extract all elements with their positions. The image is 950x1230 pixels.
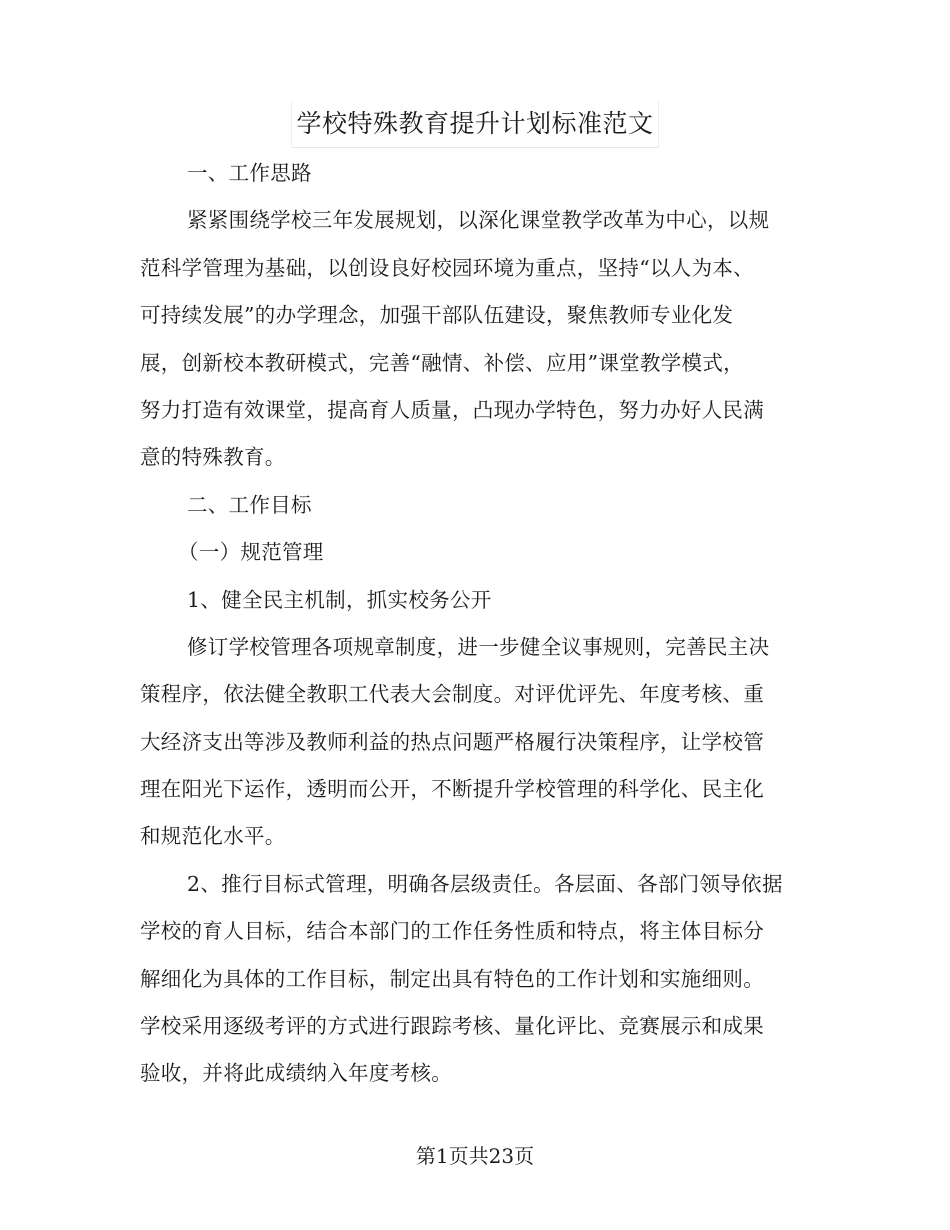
item-heading: 1、健全民主机制，抓实校务公开 xyxy=(187,587,492,612)
paragraph-line: 修订学校管理各项规章制度，进一步健全议事规则，完善民主决 xyxy=(187,634,770,659)
page-footer: 第1页共23页 xyxy=(415,1144,535,1168)
section-heading-2: 二、工作目标 xyxy=(187,492,312,517)
paragraph-line: 学校的育人目标，结合本部门的工作任务性质和特点，将主体目标分 xyxy=(140,919,764,944)
section-heading-1: 一、工作思路 xyxy=(187,161,312,185)
title-container xyxy=(0,100,950,148)
paragraph-line: 理在阳光下运作，透明而公开，不断提升学校管理的科学化、民主化 xyxy=(140,777,764,802)
paragraph-line: 努力打造有效课堂，提高育人质量，凸现办学特色，努力办好人民满 xyxy=(140,397,764,422)
paragraph-line: 策程序，依法健全教职工代表大会制度。对评优评先、年度考核、重 xyxy=(140,682,764,707)
paragraph-line: 可持续发展”的办学理念，加强干部队伍建设，聚焦教师专业化发 xyxy=(140,303,734,328)
paragraph-line: 学校采用逐级考评的方式进行跟踪考核、量化评比、竞赛展示和成果 xyxy=(140,1014,764,1039)
paragraph-line: 紧紧围绕学校三年发展规划，以深化课堂教学改革为中心，以规 xyxy=(187,208,770,233)
document-body xyxy=(140,150,820,1098)
paragraph-line: 验收，并将此成绩纳入年度考核。 xyxy=(140,1061,452,1086)
document-title: 学校特殊教育提升计划标准范文 xyxy=(291,100,658,148)
paragraph-line: 展，创新校本教研模式，完善“融情、补偿、应用”课堂教学模式， xyxy=(140,350,744,375)
paragraph-line: 意的特殊教育。 xyxy=(140,445,286,470)
paragraph-line: 和规范化水平。 xyxy=(140,824,286,849)
paragraph-line: 大经济支出等涉及教师利益的热点问题严格履行决策程序，让学校管 xyxy=(140,729,764,754)
paragraph-line: 2、推行目标式管理，明确各层级责任。各层面、各部门领导依据 xyxy=(187,871,783,896)
paragraph-line: 解细化为具体的工作目标，制定出具有特色的工作计划和实施细则。 xyxy=(140,966,764,991)
paragraph-line: 范科学管理为基础，以创设良好校园环境为重点，坚持“以人为本、 xyxy=(140,255,754,280)
subsection-heading: （一）规范管理 xyxy=(178,540,324,565)
